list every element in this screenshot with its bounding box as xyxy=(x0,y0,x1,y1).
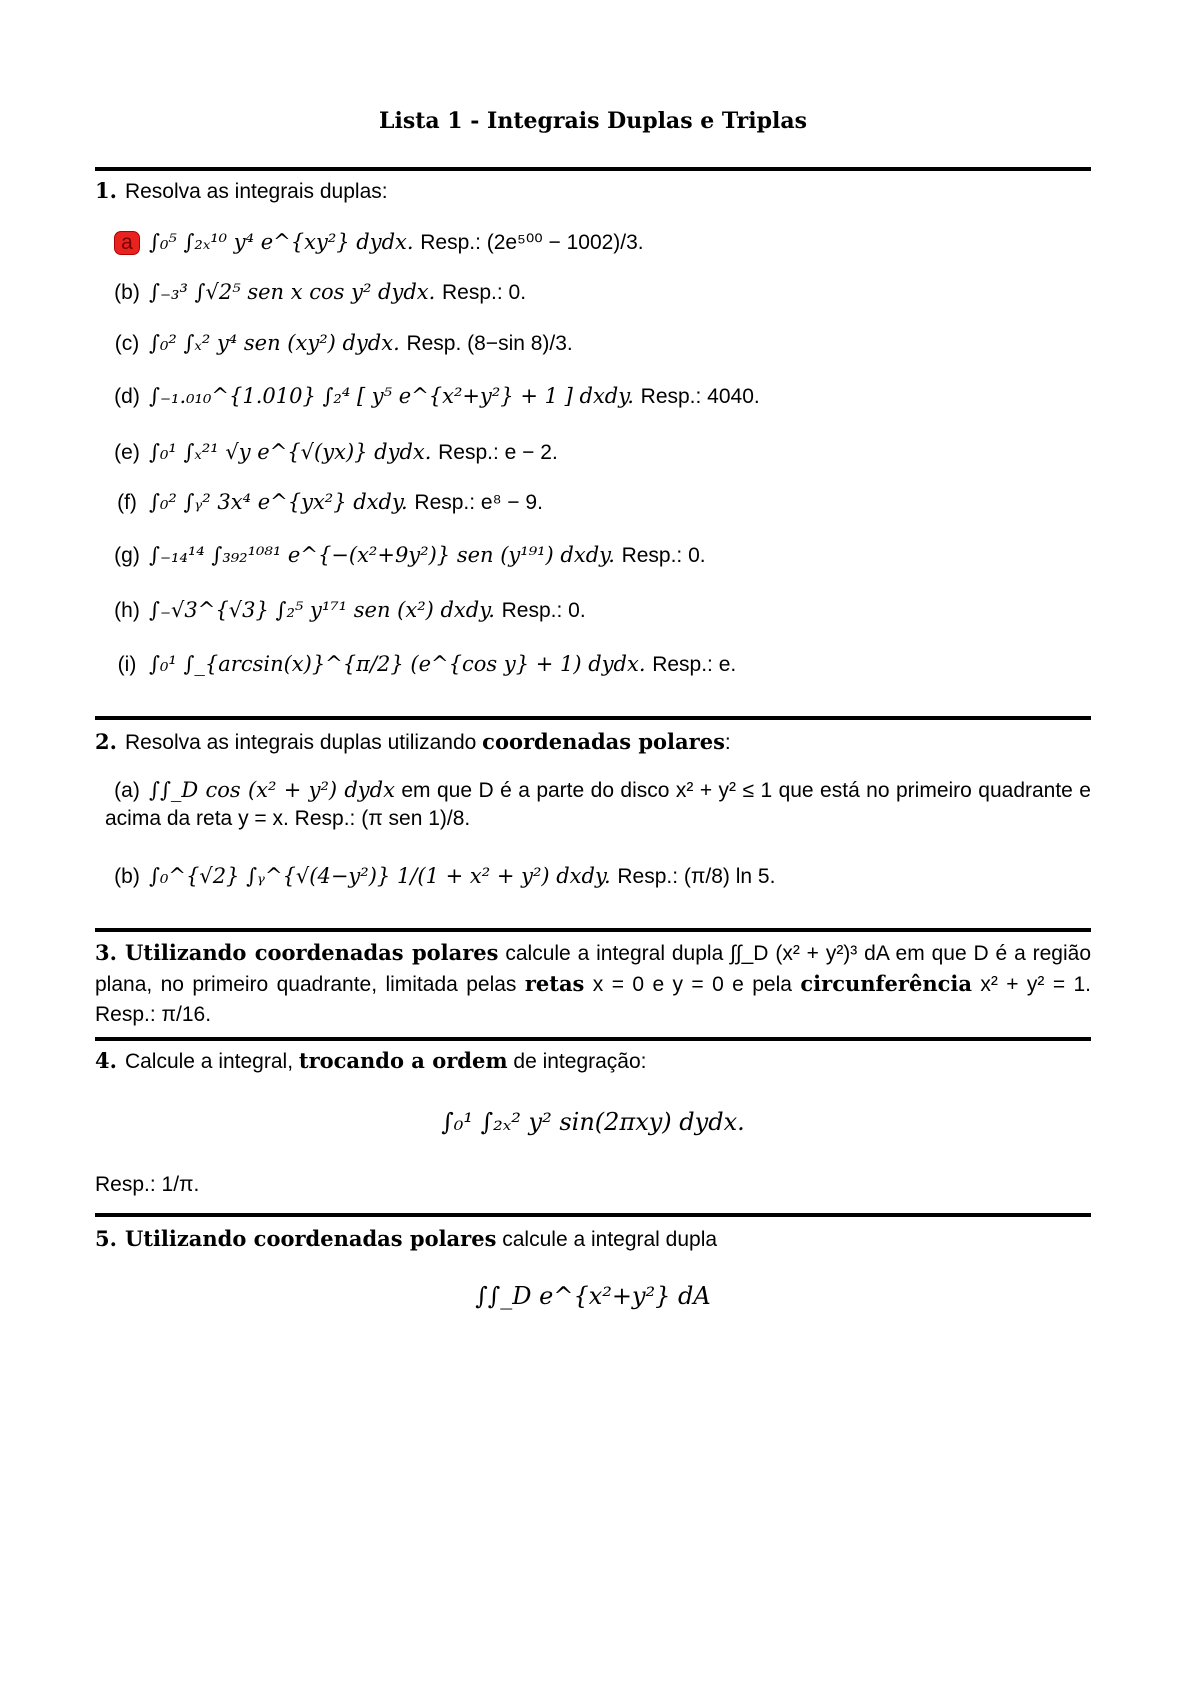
answer-text: Resp.: e. xyxy=(652,653,737,676)
question-4-heading xyxy=(95,1046,1091,1077)
keyword-bold: Utilizando coordenadas polares xyxy=(124,1226,497,1251)
answer-text: Resp.: e⁸ − 9. xyxy=(414,491,543,514)
page-title: Lista 1 - Integrais Duplas e Triplas xyxy=(379,108,807,134)
question-text: calcule a integral dupla ∫∫_D (x² + y²)³ dA em que D é a região plana, no primeiro quadrante, limitada pelas xyxy=(95,942,1091,996)
integral-expression: ∫₋√3^{√3} ∫₂⁵ y¹⁷¹ sen (x²) dxdy. xyxy=(149,598,502,622)
question-text: Calcule a integral, xyxy=(124,1050,299,1073)
question-number: 1. xyxy=(95,178,117,203)
integral-expression: ∫₋₃³ ∫√2⁵ sen x cos y² dydx. xyxy=(149,280,442,304)
question-number: 4. xyxy=(95,1048,117,1073)
item-label-highlighted[interactable]: a xyxy=(115,232,139,254)
integral-expression: ∫₋₁₄¹⁴ ∫₃₉₂¹⁰⁸¹ e^{−(x²+9y²)} sen (y¹⁹¹) dxdy. xyxy=(149,543,622,567)
answer-text: Resp.: e − 2. xyxy=(438,441,558,464)
display-equation: ∫∫_D e^{x²+y²} dA xyxy=(475,1282,711,1310)
q1-item-h xyxy=(105,596,1091,625)
answer-text: Resp.: (π sen 1)/8. xyxy=(294,807,471,830)
question-number: 5. xyxy=(95,1226,117,1251)
item-label: (f) xyxy=(117,491,137,514)
question-number: 3. xyxy=(95,940,117,965)
q1-item-b xyxy=(105,278,1091,307)
item-label: (d) xyxy=(114,385,140,408)
question-text: x = 0 e y = 0 e pela xyxy=(584,973,801,996)
keyword-bold: circunferência xyxy=(800,971,972,996)
answer-text: Resp. (8−sin 8)/3. xyxy=(406,332,573,355)
q1-item-f xyxy=(105,488,1091,517)
integral-expression: ∫₋₁.₀₁₀^{1.010} ∫₂⁴ [ y⁵ e^{x²+y²} + 1 ] dxdy. xyxy=(149,384,641,408)
keyword-bold: retas xyxy=(524,971,585,996)
question-2-heading xyxy=(95,727,1091,758)
q1-item-i xyxy=(105,650,1091,679)
integral-expression: ∫₀¹ ∫ₓ²¹ √y e^{√(yx)} dydx. xyxy=(149,440,439,464)
q2-item-b xyxy=(105,862,1091,891)
item-label: (c) xyxy=(114,332,140,355)
question-text: calcule a integral dupla xyxy=(496,1228,718,1251)
answer-text: Resp.: 0. xyxy=(621,544,706,567)
section-divider xyxy=(95,716,1091,720)
answer-text: Resp.: 0. xyxy=(501,599,586,622)
answer-text: Resp.: 0. xyxy=(442,281,527,304)
answer-text: Resp.: (2e⁵⁰⁰ − 1002)/3. xyxy=(420,231,644,254)
q1-item-e xyxy=(105,438,1091,467)
section-divider xyxy=(95,1213,1091,1217)
question-number: 2. xyxy=(95,729,117,754)
question-text: x² + y² = 1. Resp.: π/16. xyxy=(95,973,1092,1026)
question-text-tail: : xyxy=(724,731,731,754)
q2-item-a xyxy=(105,776,1091,833)
item-label: (h) xyxy=(114,599,140,622)
q1-item-d xyxy=(105,382,1091,411)
question-text: de integração: xyxy=(507,1050,647,1073)
keyword-bold: trocando a ordem xyxy=(298,1048,508,1073)
question-text: Resolva as integrais duplas utilizando xyxy=(124,731,477,754)
item-label: (b) xyxy=(114,281,140,304)
integral-expression: ∫₀⁵ ∫₂ₓ¹⁰ y⁴ e^{xy²} dydx. xyxy=(149,230,421,254)
item-description: em que D é a parte do disco x² + y² ≤ 1 que está no primeiro quadrante e acima da reta y = x. xyxy=(105,779,1091,830)
section-divider xyxy=(95,167,1091,171)
integral-expression: ∫∫_D cos (x² + y²) dydx xyxy=(149,778,395,802)
integral-expression: ∫₀² ∫ₓ² y⁴ sen (xy²) dydx. xyxy=(149,331,407,355)
answer-text: Resp.: 4040. xyxy=(640,385,760,408)
keyword-bold: coordenadas polares xyxy=(482,729,725,754)
question-3-paragraph xyxy=(95,938,1091,1030)
item-label: (a) xyxy=(114,779,140,802)
keyword-bold: Utilizando coordenadas polares xyxy=(124,940,499,965)
item-label: (i) xyxy=(117,653,137,676)
display-equation: ∫₀¹ ∫₂ₓ² y² sin(2πxy) dydx. xyxy=(441,1108,745,1136)
answer-text: Resp.: (π/8) ln 5. xyxy=(617,865,776,888)
section-divider xyxy=(95,1037,1091,1041)
question-1-heading xyxy=(95,176,1091,207)
question-text: Resolva as integrais duplas: xyxy=(124,180,388,203)
question-5-heading xyxy=(95,1224,1091,1255)
integral-expression: ∫₀¹ ∫_{arcsin(x)}^{π/2} (e^{cos y} + 1) dydx. xyxy=(149,652,653,676)
section-divider xyxy=(95,928,1091,932)
q1-item-c xyxy=(105,329,1091,358)
item-label: (e) xyxy=(114,441,140,464)
item-label: (b) xyxy=(114,865,140,888)
q1-item-g xyxy=(105,541,1091,570)
item-label: (g) xyxy=(114,544,140,567)
integral-expression: ∫₀² ∫ᵧ² 3x⁴ e^{yx²} dxdy. xyxy=(149,490,415,514)
integral-expression: ∫₀^{√2} ∫ᵧ^{√(4−y²)} 1/(1 + x² + y²) dxdy. xyxy=(149,864,618,888)
answer-text: Resp.: 1/π. xyxy=(95,1173,200,1196)
q1-item-a xyxy=(105,228,1091,257)
